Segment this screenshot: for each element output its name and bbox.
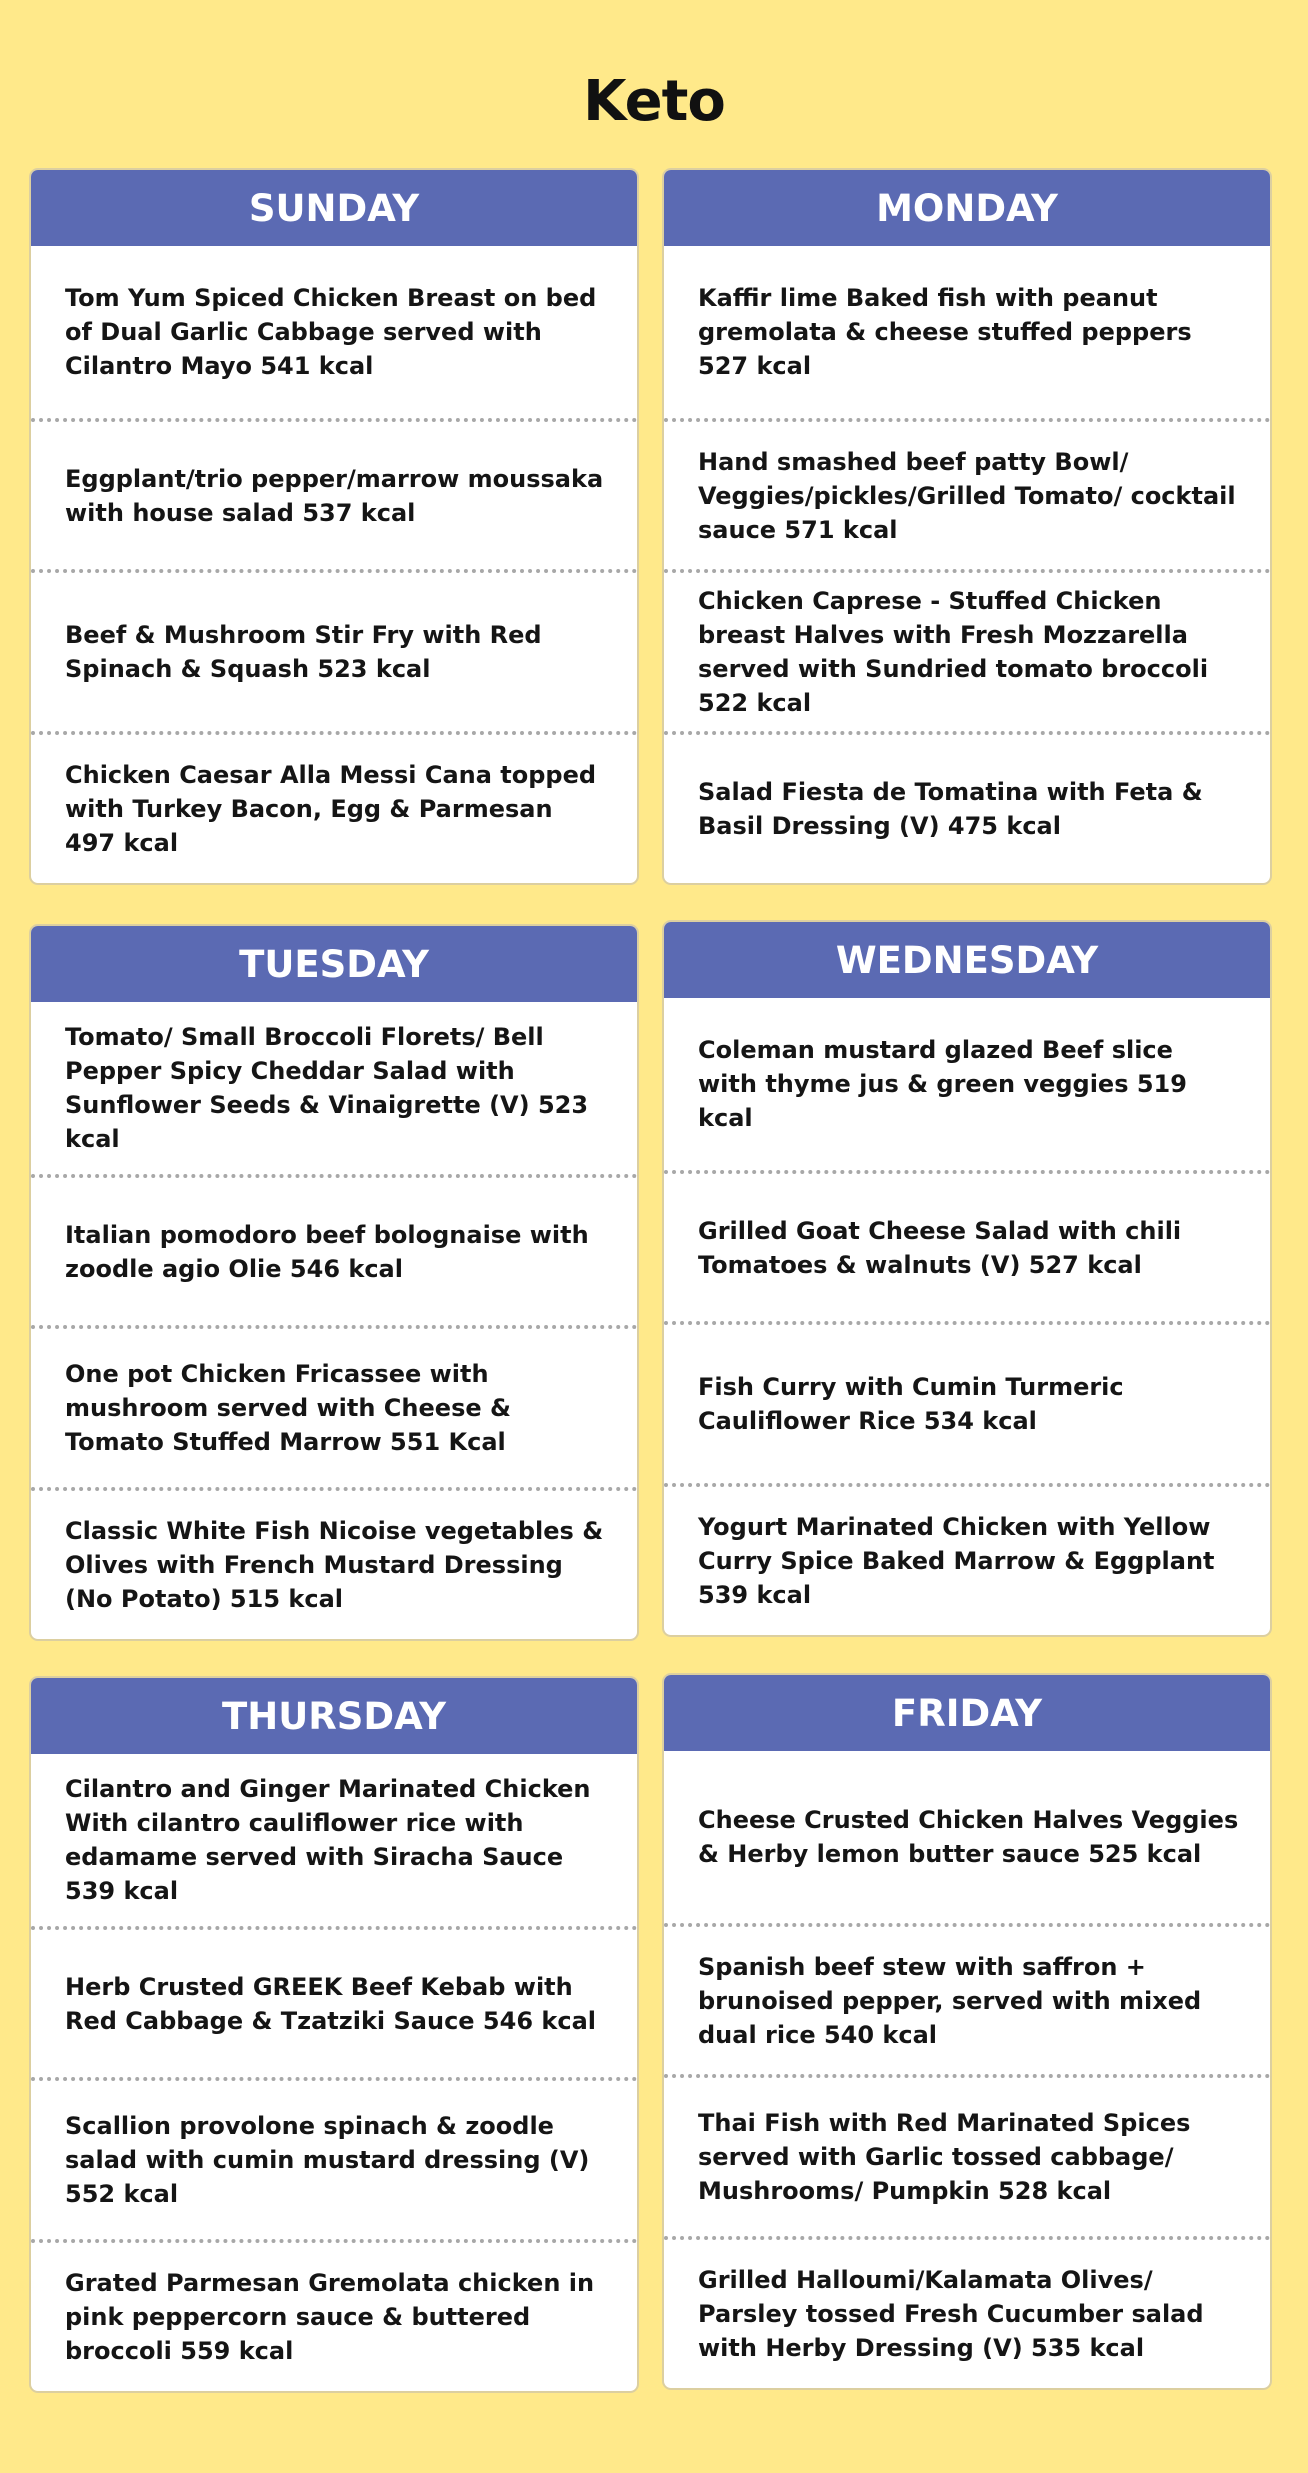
meal-item xyxy=(31,731,637,883)
day-header: TUESDAY xyxy=(31,926,637,1002)
meal-text: Beef & Mushroom Stir Fry with Red Spinach & Squash 523 kcal xyxy=(65,621,542,683)
meal-text: Grated Parmesan Gremolata chicken in pink peppercorn sauce & buttered broccoli 559 kcal xyxy=(65,2269,595,2365)
meal-item xyxy=(31,2077,637,2239)
meal-text: Tom Yum Spiced Chicken Breast on bed of Dual Garlic Cabbage served with Cilantro Mayo 541 kcal xyxy=(65,284,597,380)
meal-text: Salad Fiesta de Tomatina with Feta & Basil Dressing (V) 475 kcal xyxy=(698,778,1203,840)
meal-item xyxy=(31,1325,637,1487)
meal-item xyxy=(31,1174,637,1325)
day-card-monday xyxy=(662,168,1272,885)
day-card-sunday xyxy=(29,168,639,885)
day-header: MONDAY xyxy=(664,170,1270,246)
meal-item xyxy=(31,1754,637,1926)
meal-text: Cilantro and Ginger Marinated Chicken With cilantro cauliflower rice with edamame served with Siracha Sauce 539 kcal xyxy=(65,1775,591,1905)
meal-item xyxy=(664,569,1270,731)
meal-text: Scallion provolone spinach & zoodle salad with cumin mustard dressing (V) 552 kcal xyxy=(65,2112,590,2208)
meal-item xyxy=(664,418,1270,569)
day-card-friday xyxy=(662,1673,1272,2390)
day-header: FRIDAY xyxy=(664,1675,1270,1751)
day-header: SUNDAY xyxy=(31,170,637,246)
meal-text: Chicken Caprese - Stuffed Chicken breast Halves with Fresh Mozzarella served with Sundried tomato broccoli 522 kcal xyxy=(698,587,1209,717)
meal-item xyxy=(31,1487,637,1639)
meal-text: Cheese Crusted Chicken Halves Veggies & Herby lemon butter sauce 525 kcal xyxy=(698,1806,1239,1868)
meal-item xyxy=(31,246,637,418)
day-card-tuesday xyxy=(29,924,639,1641)
meal-item xyxy=(31,2239,637,2391)
day-card-thursday xyxy=(29,1676,639,2393)
meal-item xyxy=(664,1483,1270,1635)
meal-text: Eggplant/trio pepper/marrow moussaka with house salad 537 kcal xyxy=(65,464,604,527)
page-title: Keto xyxy=(583,69,725,134)
meal-text: Italian pomodoro beef bolognaise with zoodle agio Olie 546 kcal xyxy=(65,1220,589,1283)
day-card-wednesday xyxy=(662,920,1272,1637)
day-header: THURSDAY xyxy=(31,1678,637,1754)
meal-text: Fish Curry with Cumin Turmeric Cauliflower Rice 534 kcal xyxy=(698,1373,1124,1435)
meal-item xyxy=(31,1002,637,1174)
meal-text: Classic White Fish Nicoise vegetables & Olives with French Mustard Dressing (No Potato) 515 kcal xyxy=(65,1517,604,1613)
meal-text: Coleman mustard glazed Beef slice with thyme jus & green veggies 519 kcal xyxy=(698,1036,1187,1132)
meal-item xyxy=(664,246,1270,418)
meal-text: Thai Fish with Red Marinated Spices served with Garlic tossed cabbage/ Mushrooms/ Pumpkin 528 kcal xyxy=(698,2109,1191,2205)
meal-item xyxy=(664,1170,1270,1321)
meal-item xyxy=(664,731,1270,883)
meal-text: One pot Chicken Fricassee with mushroom served with Cheese & Tomato Stuffed Marrow 551 Kcal xyxy=(65,1360,511,1456)
meal-text: Grilled Goat Cheese Salad with chili Tomatoes & walnuts (V) 527 kcal xyxy=(698,1216,1182,1279)
meal-item xyxy=(664,998,1270,1170)
meal-text: Yogurt Marinated Chicken with Yellow Curry Spice Baked Marrow & Eggplant 539 kcal xyxy=(698,1513,1215,1609)
meal-item xyxy=(664,1321,1270,1483)
meal-text: Grilled Halloumi/Kalamata Olives/ Parsley tossed Fresh Cucumber salad with Herby Dressing (V) 535 kcal xyxy=(698,2266,1204,2362)
meal-item xyxy=(31,1926,637,2077)
meal-text: Kaffir lime Baked fish with peanut gremolata & cheese stuffed peppers 527 kcal xyxy=(698,284,1192,380)
meal-text: Chicken Caesar Alla Messi Cana topped with Turkey Bacon, Egg & Parmesan 497 kcal xyxy=(65,761,597,857)
meal-item xyxy=(664,1923,1270,2074)
meal-item xyxy=(31,418,637,569)
meal-text: Spanish beef stew with saffron + brunoised pepper, served with mixed dual rice 540 kcal xyxy=(698,1952,1202,2049)
meal-text: Herb Crusted GREEK Beef Kebab with Red Cabbage & Tzatziki Sauce 546 kcal xyxy=(65,1972,596,2035)
meal-text: Tomato/ Small Broccoli Florets/ Bell Pepper Spicy Cheddar Salad with Sunflower Seeds & Vinaigrette (V) 523 kcal xyxy=(65,1023,589,1153)
day-header: WEDNESDAY xyxy=(664,922,1270,998)
meal-text: Hand smashed beef patty Bowl/ Veggies/pickles/Grilled Tomato/ cocktail sauce 571 kcal xyxy=(698,447,1236,544)
meal-item xyxy=(664,1751,1270,1923)
meal-item xyxy=(664,2236,1270,2388)
meal-item xyxy=(664,2074,1270,2236)
meal-item xyxy=(31,569,637,731)
